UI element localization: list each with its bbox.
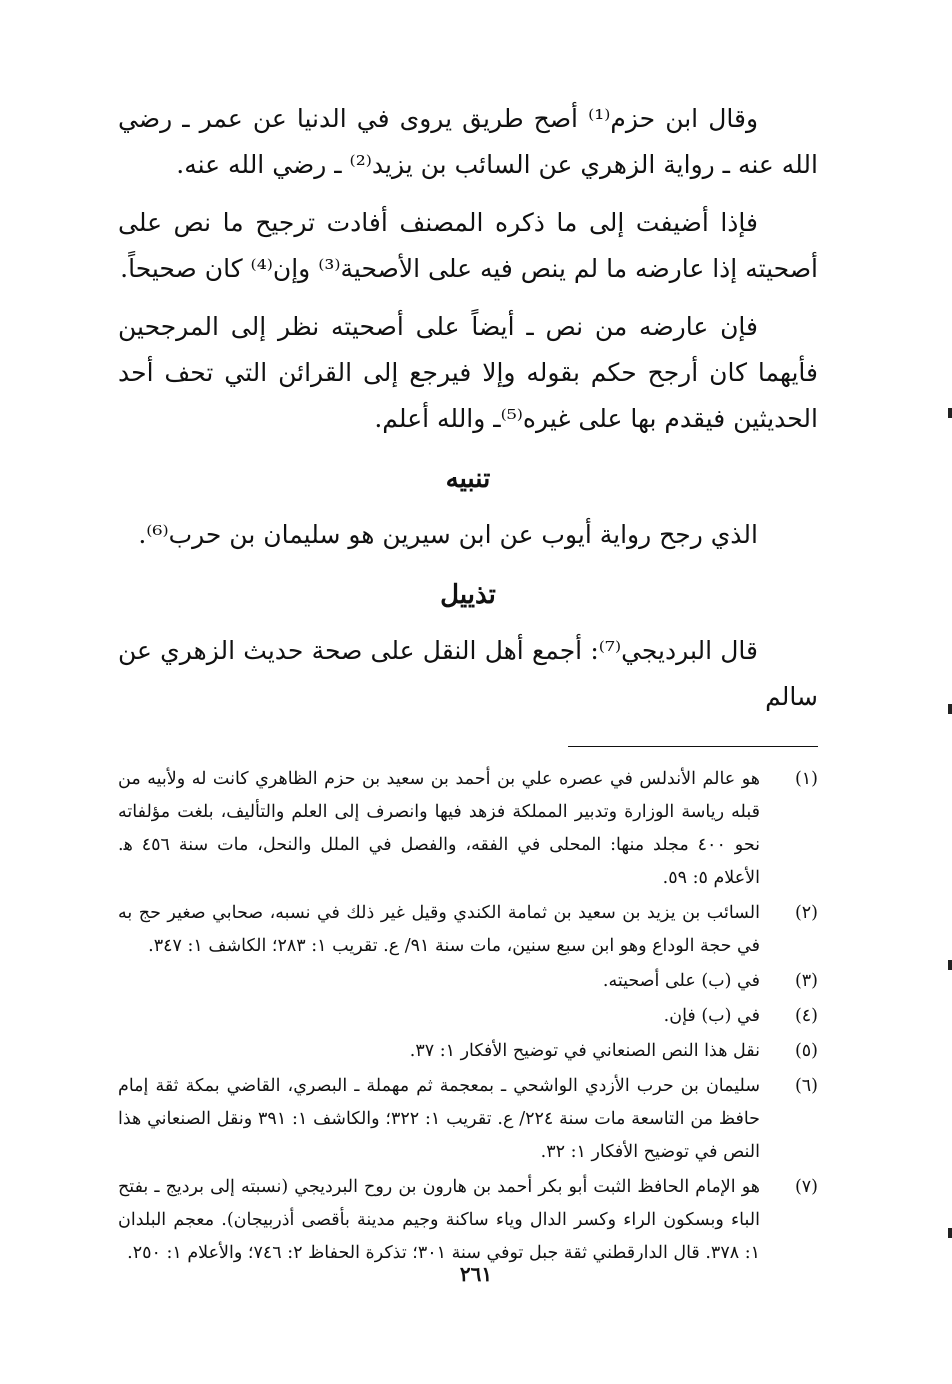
footnote-item	[118, 1070, 818, 1169]
footnote-number: (٥)	[794, 1041, 818, 1061]
paragraph-idafa: فإذا أضيفت إلى ما ذكره المصنف أفادت ترجيح ما نص على أصحيته إذا عارضه ما لم ينص فيه على الأصحية⁽³⁾ وإن⁽⁴⁾ كان صحيحاً.	[118, 208, 818, 283]
paragraph-tadhyil: قال البرديجي⁽⁷⁾: أجمع أهل النقل على صحة حديث الزهري عن سالم	[118, 636, 818, 711]
footnote-item	[118, 1000, 818, 1033]
paragraph-ibn-hazm: وقال ابن حزم⁽¹⁾ أصح طريق يروى في الدنيا عن عمر ـ رضي الله عنه ـ رواية الزهري عن السائب بن يزيد⁽²⁾ ـ رضي الله عنه.	[118, 104, 818, 179]
page-content	[118, 96, 818, 1272]
footnote-number: (٢)	[794, 903, 818, 923]
footnote-item	[118, 965, 818, 998]
footnote-text: نقل هذا النص الصنعاني في توضيح الأفكار ١: ٣٧.	[409, 1041, 760, 1061]
footnote-number: (٣)	[794, 971, 818, 991]
scan-edge-mark	[948, 704, 952, 714]
footnote-number: (١)	[794, 769, 818, 789]
scan-edge-mark	[948, 960, 952, 970]
scan-edge-mark	[948, 1228, 952, 1238]
footnotes-list	[118, 763, 818, 1270]
footnote-divider	[568, 746, 818, 747]
footnote-item	[118, 763, 818, 895]
footnote-item	[118, 1035, 818, 1068]
heading-tadhyil: تذييل	[440, 580, 496, 610]
footnote-text: سليمان بن حرب الأزدي الواشحي ـ بمعجمة ثم مهملة ـ البصري، القاضي بمكة ثقة إمام حافظ من التاسعة مات سنة ٢٢٤/ ع. تقريب ١: ٣٢٢؛ والكاشف ١: ٣٩١ ونقل الصنعاني هذا النص في توضيح الأفكار ١: ٣٢.	[118, 1076, 760, 1162]
paragraph-tanbih: الذي رجح رواية أيوب عن ابن سيرين هو سليمان بن حرب⁽⁶⁾.	[138, 520, 758, 549]
scan-edge-mark	[948, 408, 952, 418]
footnote-number: (٤)	[794, 1006, 818, 1026]
footnote-text: السائب بن يزيد بن سعيد بن ثمامة الكندي وقيل غير ذلك في نسبه، صحابي صغير حج به في حجة الوداع وهو ابن سبع سنين، مات سنة ٩١/ ع. تقريب ١: ٢٨٣؛ الكاشف ١: ٣٤٧.	[118, 903, 760, 956]
footnote-number: (٦)	[794, 1076, 818, 1096]
footnote-text: هو عالم الأندلس في عصره علي بن أحمد بن سعيد بن حزم الظاهري كانت له ولأبيه من قبله رياسة الوزارة وتدبير المملكة فزهد فيها وانصرف إلى العلم والتأليف، بلغت مؤلفاته نحو ٤٠٠ مجلد منها: المحلى في الفقه، والفصل في الملل والنحل، مات سنة ٤٥٦ ه‍. الأعلام ٥: ٥٩.	[118, 769, 760, 888]
footnote-item	[118, 897, 818, 963]
footnote-text: في (ب) على أصحيته.	[602, 971, 760, 991]
footnote-text: هو الإمام الحافظ الثبت أبو بكر أحمد بن هارون بن روح البرديجي (نسبته إلى برديج ـ بفتح الباء وبسكون الراء وكسر الدال وياء ساكنة وجيم مدينة بأقصى أذربيجان). معجم البلدان ١: ٣٧٨. قال الدارقطني ثقة جبل توفي سنة ٣٠١؛ تذكرة الحفاظ ٢: ٧٤٦؛ والأعلام ١: ٢٥٠.	[118, 1177, 760, 1263]
paragraph-muarada: فإن عارضه من نص ـ أيضاً على أصحيته نظر إلى المرجحين فأيهما كان أرجح حكم بقوله وإلا فيرجع إلى القرائن التي تحف أحد الحديثين فيقدم بها على غيره⁽⁵⁾ـ والله أعلم.	[118, 312, 818, 433]
footnote-number: (٧)	[794, 1177, 818, 1197]
footnote-text: في (ب) فإن.	[663, 1006, 760, 1026]
heading-tanbih: تنبيه	[445, 464, 491, 494]
page-number: ٢٦١	[459, 1262, 493, 1286]
footnote-item	[118, 1171, 818, 1270]
